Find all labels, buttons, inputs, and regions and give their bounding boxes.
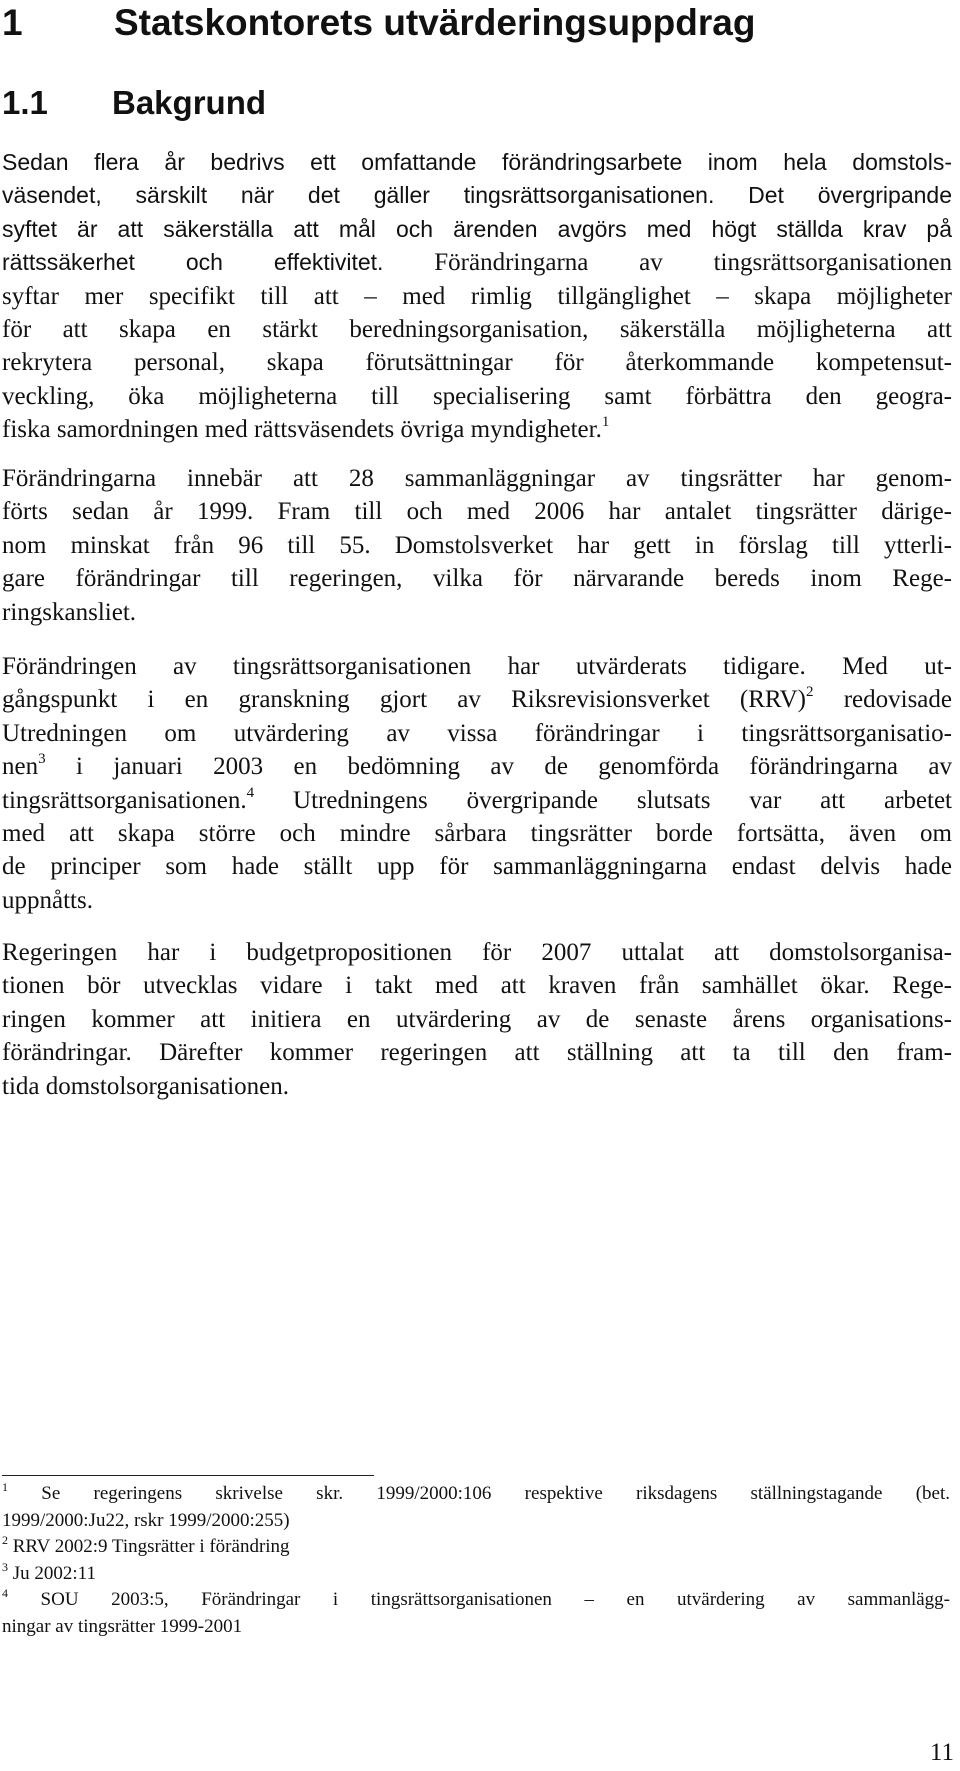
footnote-2 bbox=[2, 1534, 950, 1561]
text-line: Förändringarna innebär att 28 sammanläggningar av tingsrätter har genom- bbox=[2, 465, 952, 492]
text-line: syftar mer specifikt till att – med rimlig tillgänglighet – skapa möjligheter bbox=[2, 282, 952, 310]
footnote-text: RRV 2002:9 Tingsrätter i förändring bbox=[8, 1536, 290, 1557]
text-run: nen bbox=[2, 753, 39, 781]
text-line: nom minskat från 96 till 55. Domstolsverket har gett in förslag till ytterli- bbox=[2, 531, 952, 559]
footnote-4 bbox=[2, 1587, 950, 1614]
footnote-text: SOU 2003:5, Förändringar i tingsrättsorganisationen – en utvärdering av sammanlägg- bbox=[8, 1589, 950, 1610]
chapter-heading bbox=[2, 0, 952, 46]
footnote-1-continued: 1999/2000:Ju22, rskr 1999/2000:255) bbox=[2, 1509, 290, 1531]
footnote-number: 4 bbox=[2, 1586, 8, 1600]
footnote-separator bbox=[2, 1475, 374, 1476]
footnote-ref-2[interactable]: 2 bbox=[805, 684, 814, 701]
text-line: för att skapa en stärkt beredningsorganisation, säkerställa möjligheterna att bbox=[2, 315, 952, 343]
text-line: tionen bör utvecklas vidare i takt med att kraven från samhället ökar. Rege- bbox=[2, 972, 952, 1000]
page-number: 11 bbox=[929, 1739, 954, 1766]
text-line: väsendet, särskilt när det gäller tingsrättsorganisationen. Det övergripande bbox=[2, 182, 952, 209]
text-line: syftet är att säkerställa att mål och ärenden avgörs med högt ställda krav på bbox=[2, 215, 952, 242]
footnote-number: 3 bbox=[2, 1559, 8, 1574]
section-number: 1.1 bbox=[2, 84, 48, 121]
section-title: Bakgrund bbox=[112, 84, 267, 121]
text-line: förts sedan år 1999. Fram till och med 2006 har antalet tingsrätter därige- bbox=[2, 498, 952, 526]
chapter-title: Statskontorets utvärderingsuppdrag bbox=[114, 2, 756, 43]
text-line bbox=[2, 413, 952, 446]
text-line: uppnåtts. bbox=[2, 886, 93, 914]
footnote-4-continued: ningar av tingsrätter 1999-2001 bbox=[2, 1615, 243, 1637]
footnotes bbox=[2, 1481, 950, 1640]
paragraph-previous-evaluation bbox=[2, 650, 952, 917]
text-line: tida domstolsorganisationen. bbox=[2, 1072, 290, 1100]
text-line: förändringar. Därefter kommer regeringen att ställning att ta till den fram- bbox=[2, 1039, 952, 1067]
footnote-number: 1 bbox=[2, 1480, 8, 1494]
text-line: Utredningen om utvärdering av vissa förändringar i tingsrättsorganisatio- bbox=[2, 719, 952, 747]
footnote-1 bbox=[2, 1481, 950, 1508]
text-line: veckling, öka möjligheterna till specialisering samt förbättra den geogra- bbox=[2, 382, 952, 410]
footnote-text: Se regeringens skrivelse skr. 1999/2000:106 respektive riksdagens ställningstagande (bet. bbox=[8, 1483, 950, 1504]
text-line: Sedan flera år bedrivs ett omfattande förändringsarbete inom hela domstols- bbox=[2, 149, 952, 175]
text-line bbox=[2, 683, 952, 716]
footnote-3 bbox=[2, 1561, 950, 1588]
text-run: Förändringarna av tingsrättsorganisationen bbox=[383, 249, 952, 277]
section-heading bbox=[2, 82, 952, 124]
footnote-ref-4[interactable]: 4 bbox=[246, 784, 255, 801]
text-line bbox=[2, 750, 952, 783]
text-line bbox=[2, 784, 952, 817]
footnote-text: Ju 2002:11 bbox=[8, 1562, 96, 1584]
text-run: i januari 2003 en bedömning av de genomförda förändringarna av bbox=[45, 753, 952, 781]
footnote-number: 2 bbox=[2, 1533, 8, 1547]
text-run: fiska samordningen med rättsväsendets övriga myndigheter. bbox=[2, 416, 602, 444]
paragraph-background bbox=[2, 146, 952, 447]
text-line: med att skapa större och mindre sårbara tingsrätter borde fortsätta, även om bbox=[2, 819, 952, 847]
paragraph-consolidations bbox=[2, 462, 952, 629]
footnote-ref-3[interactable]: 3 bbox=[38, 751, 46, 768]
text-run: gångspunkt i en granskning gjort av Riksrevisionsverket (RRV) bbox=[2, 686, 806, 714]
text-run: redovisade bbox=[813, 686, 953, 714]
text-line: Förändringen av tingsrättsorganisationen har utvärderats tidigare. Med ut- bbox=[2, 653, 952, 680]
text-line: Regeringen har i budgetpropositionen för 2007 uttalat att domstolsorganisa- bbox=[2, 939, 952, 966]
text-line-mixed bbox=[2, 246, 952, 279]
text-line: gare förändringar till regeringen, vilka för närvarande bereds inom Rege- bbox=[2, 565, 952, 593]
text-line: rekrytera personal, skapa förutsättningar för återkommande kompetensut- bbox=[2, 349, 952, 377]
text-line: ringen kommer att initiera en utvärdering av de senaste årens organisations- bbox=[2, 1005, 952, 1033]
text-run: rättssäkerhet och effektivitet. bbox=[2, 249, 384, 276]
text-run: tingsrättsorganisationen. bbox=[2, 786, 247, 814]
footnote-ref-1[interactable]: 1 bbox=[601, 414, 610, 431]
text-line: ringskansliet. bbox=[2, 598, 137, 626]
text-run: Utredningens övergripande slutsats var att arbetet bbox=[254, 786, 952, 814]
text-line: de principer som hade ställt upp för sammanläggningarna endast delvis hade bbox=[2, 853, 952, 881]
paragraph-budget-bill bbox=[2, 936, 952, 1103]
chapter-number: 1 bbox=[2, 2, 23, 43]
